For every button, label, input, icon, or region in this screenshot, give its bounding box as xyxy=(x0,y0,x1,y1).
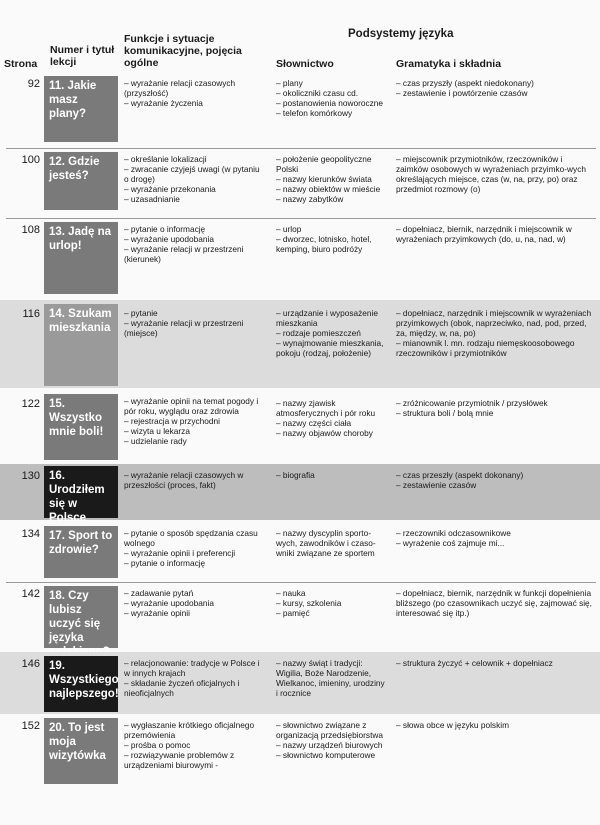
lesson-title: 15. Wszystko mnie boli! xyxy=(44,394,118,460)
function-item: – rozwiązywanie problemów z urządzeniami biurowymi - xyxy=(124,750,235,770)
vocabulary-cell xyxy=(276,528,388,558)
table-row xyxy=(0,652,600,714)
table-row xyxy=(0,464,600,524)
function-item: – prośba o pomoc xyxy=(124,740,191,750)
grammar-item: – zróżnicowanie przymiotnik / przysłówek xyxy=(396,398,548,408)
grammar-item: – czas przeszły (aspekt dokonany) xyxy=(396,470,524,480)
function-item: – pytanie xyxy=(124,308,158,318)
table-row xyxy=(0,524,600,580)
function-item: – wyrażanie opinii xyxy=(124,608,190,618)
grammar-item: – wyrażenie coś zajmuje mi... xyxy=(396,538,505,548)
functions-cell xyxy=(124,588,266,618)
table-row xyxy=(0,584,600,650)
grammar-item: – dopełniacz, biernik, narzędnik w funkcji dopełnienia bliższego (po czasownikach uczyć się, zajmować się, interesować się itp.) xyxy=(396,588,592,618)
vocabulary-item: – nazwy dyscyplin sporto-wych, zawodników i czaso-wniki związane ze sportem xyxy=(276,528,376,558)
vocabulary-cell xyxy=(276,588,388,618)
table-row xyxy=(0,150,600,212)
function-item: – wyrażanie relacji w przestrzeni (kierunek) xyxy=(124,244,244,264)
vocabulary-item: – nazwy obiektów w mieście xyxy=(276,184,381,194)
header-gramatyka: Gramatyka i składnia xyxy=(396,58,502,70)
header-funkcje: Funkcje i sytuacje komunikacyjne, pojęcia ogólne xyxy=(124,33,242,69)
page-number: 134 xyxy=(21,528,40,540)
functions-cell xyxy=(124,154,266,204)
grammar-item: – zestawienie czasów xyxy=(396,480,477,490)
page-number: 130 xyxy=(21,470,40,482)
grammar-cell xyxy=(396,588,596,618)
function-item: – wyrażanie upodobania xyxy=(124,598,214,608)
table-row xyxy=(0,220,600,296)
functions-cell xyxy=(124,720,266,770)
functions-cell xyxy=(124,396,266,446)
grammar-item: – dopełniacz, narzędnik i miejscownik w wyrażeniach przyimkowych (obok, naprzeciwko, nad, pod, przed, za, między, w, na, po) xyxy=(396,308,592,338)
function-item: – wyrażanie relacji w przestrzeni (miejsce) xyxy=(124,318,244,338)
header-slownictwo: Słownictwo xyxy=(276,58,334,70)
vocabulary-cell xyxy=(276,308,388,358)
page-number: 100 xyxy=(21,154,40,166)
grammar-item: – struktura życzyć + celownik + dopełniacz xyxy=(396,658,553,668)
table-row xyxy=(0,392,600,462)
header-podsystemy: Podsystemy języka xyxy=(348,28,454,40)
functions-cell xyxy=(124,470,266,490)
lesson-title: 13. Jadę na urlop! xyxy=(44,222,118,294)
lesson-title: 16. Urodziłem się w Polsce xyxy=(44,466,118,518)
page-number: 116 xyxy=(22,308,40,320)
vocabulary-item: – pamięć xyxy=(276,608,310,618)
vocabulary-item: – telefon komórkowy xyxy=(276,108,353,118)
function-item: – relacjonowanie: tradycje w Polsce i w innych krajach xyxy=(124,658,260,678)
functions-cell xyxy=(124,658,266,698)
grammar-cell xyxy=(396,658,596,668)
functions-cell xyxy=(124,78,266,108)
vocabulary-item: – wynajmowanie mieszkania, pokoju (rodzaj, położenie) xyxy=(276,338,384,358)
vocabulary-item: – biografia xyxy=(276,470,315,480)
header-numer-tytul: Numer i tytuł lekcji xyxy=(50,44,115,68)
grammar-cell xyxy=(396,224,596,244)
vocabulary-cell xyxy=(276,720,388,760)
header-strona: Strona xyxy=(4,58,38,70)
page-number: 146 xyxy=(21,658,40,670)
function-item: – uzasadnianie xyxy=(124,194,180,204)
vocabulary-cell xyxy=(276,224,388,254)
vocabulary-cell xyxy=(276,658,388,698)
page-number: 142 xyxy=(21,588,40,600)
functions-cell xyxy=(124,224,266,264)
grammar-item: – zestawienie i powtórzenie czasów xyxy=(396,88,528,98)
lesson-title: 19. Wszystkiego najlepszego! xyxy=(44,656,118,712)
grammar-item: – mianownik l. mn. rodzaju niemęskoosobowego rzeczowników i przymiotników xyxy=(396,338,575,358)
function-item: – wygłaszanie krótkiego oficjalnego przemówienia xyxy=(124,720,255,740)
vocabulary-item: – okoliczniki czasu cd. xyxy=(276,88,359,98)
function-item: – zwracanie czyjejś uwagi (w pytaniu o drogę) xyxy=(124,164,260,184)
function-item: – wyrażanie przekonania xyxy=(124,184,216,194)
functions-cell xyxy=(124,308,266,338)
grammar-cell xyxy=(396,470,596,490)
vocabulary-item: – nazwy zjawisk atmosferycznych i pór roku xyxy=(276,398,376,418)
grammar-item: – struktura boli / bolą mnie xyxy=(396,408,494,418)
function-item: – pytanie o informację xyxy=(124,558,206,568)
function-item: – pytanie o sposób spędzania czasu wolnego xyxy=(124,528,258,548)
grammar-cell xyxy=(396,78,596,98)
grammar-item: – rzeczowniki odczasownikowe xyxy=(396,528,511,538)
row-divider xyxy=(6,148,596,149)
vocabulary-cell xyxy=(276,78,388,118)
vocabulary-item: – plany xyxy=(276,78,303,88)
table-row xyxy=(0,300,600,388)
vocabulary-cell xyxy=(276,154,388,204)
function-item: – wyrażanie opinii na temat pogody i pór roku, wyglądu oraz zdrowia xyxy=(124,396,259,416)
vocabulary-item: – urlop xyxy=(276,224,302,234)
lesson-title: 17. Sport to zdrowie? xyxy=(44,526,118,578)
vocabulary-item: – dworzec, lotnisko, hotel, kemping, biuro podróży xyxy=(276,234,372,254)
vocabulary-item: – położenie geopolityczne Polski xyxy=(276,154,372,174)
vocabulary-item: – urządzanie i wyposażenie mieszkania xyxy=(276,308,378,328)
page-number: 152 xyxy=(21,720,40,732)
function-item: – składanie życzeń oficjalnych i nieoficjalnych xyxy=(124,678,240,698)
vocabulary-cell xyxy=(276,470,388,480)
page-number: 92 xyxy=(27,78,40,90)
function-item: – rejestracja w przychodni xyxy=(124,416,220,426)
grammar-cell xyxy=(396,720,596,730)
table-row xyxy=(0,716,600,788)
vocabulary-item: – słownictwo związane z organizacją przedsiębiorstwa xyxy=(276,720,383,740)
grammar-cell xyxy=(396,528,596,548)
grammar-item: – miejscownik przymiotników, rzeczowników i zaimków osobowych w wyrażeniach przyimko-wych określających miejsce, czas (w, na, przy, po) oraz przedmiot rozmowy (o) xyxy=(396,154,586,194)
function-item: – udzielanie rady xyxy=(124,436,187,446)
row-divider xyxy=(6,218,596,219)
vocabulary-item: – postanowienia noworoczne xyxy=(276,98,384,108)
functions-cell xyxy=(124,528,266,568)
vocabulary-item: – kursy, szkolenia xyxy=(276,598,342,608)
function-item: – wyrażanie relacji czasowych w przeszłości (proces, fakt) xyxy=(124,470,244,490)
vocabulary-item: – nazwy urządzeń biurowych xyxy=(276,740,383,750)
vocabulary-item: – nazwy części ciała xyxy=(276,418,352,428)
function-item: – wyrażanie relacji czasowych (przyszłość) xyxy=(124,78,236,98)
vocabulary-item: – nazwy objawów choroby xyxy=(276,428,373,438)
function-item: – pytanie o informację xyxy=(124,224,206,234)
grammar-item: – czas przyszły (aspekt niedokonany) xyxy=(396,78,534,88)
vocabulary-cell xyxy=(276,398,388,438)
function-item: – zadawanie pytań xyxy=(124,588,194,598)
page-number: 108 xyxy=(21,224,40,236)
table-row xyxy=(0,74,600,144)
vocabulary-item: – nazwy świąt i tradycji: Wigilia, Boże Narodzenie, Wielkanoc, imieniny, urodziny i rocznice xyxy=(276,658,385,698)
lesson-title: 18. Czy lubisz uczyć się języka xyxy=(44,586,118,648)
lesson-title: 20. To jest moja wizytówka xyxy=(44,718,118,784)
grammar-item: – słowa obce w języku polskim xyxy=(396,720,509,730)
function-item: – wizyta u lekarza xyxy=(124,426,190,436)
grammar-cell xyxy=(396,308,596,358)
vocabulary-item: – nazwy kierunków świata xyxy=(276,174,372,184)
grammar-cell xyxy=(396,154,596,194)
lesson-title: 14. Szukam mieszkania xyxy=(44,304,118,386)
grammar-cell xyxy=(396,398,596,418)
page-number: 122 xyxy=(21,398,40,410)
grammar-item: – dopełniacz, biernik, narzędnik i miejscownik w wyrażeniach przyimkowych (do, u, na, nad, w) xyxy=(396,224,572,244)
function-item: – wyrażanie upodobania xyxy=(124,234,214,244)
row-divider xyxy=(6,582,596,583)
function-item: – wyrażanie życzenia xyxy=(124,98,203,108)
vocabulary-item: – słownictwo komputerowe xyxy=(276,750,376,760)
function-item: – wyrażanie opinii i preferencji xyxy=(124,548,236,558)
lesson-title: 11. Jakie masz plany? xyxy=(44,76,118,142)
vocabulary-item: – rodzaje pomieszczeń xyxy=(276,328,361,338)
lesson-title: 12. Gdzie jesteś? xyxy=(44,152,118,210)
vocabulary-item: – nazwy zabytków xyxy=(276,194,344,204)
function-item: – określanie lokalizacji xyxy=(124,154,207,164)
vocabulary-item: – nauka xyxy=(276,588,306,598)
